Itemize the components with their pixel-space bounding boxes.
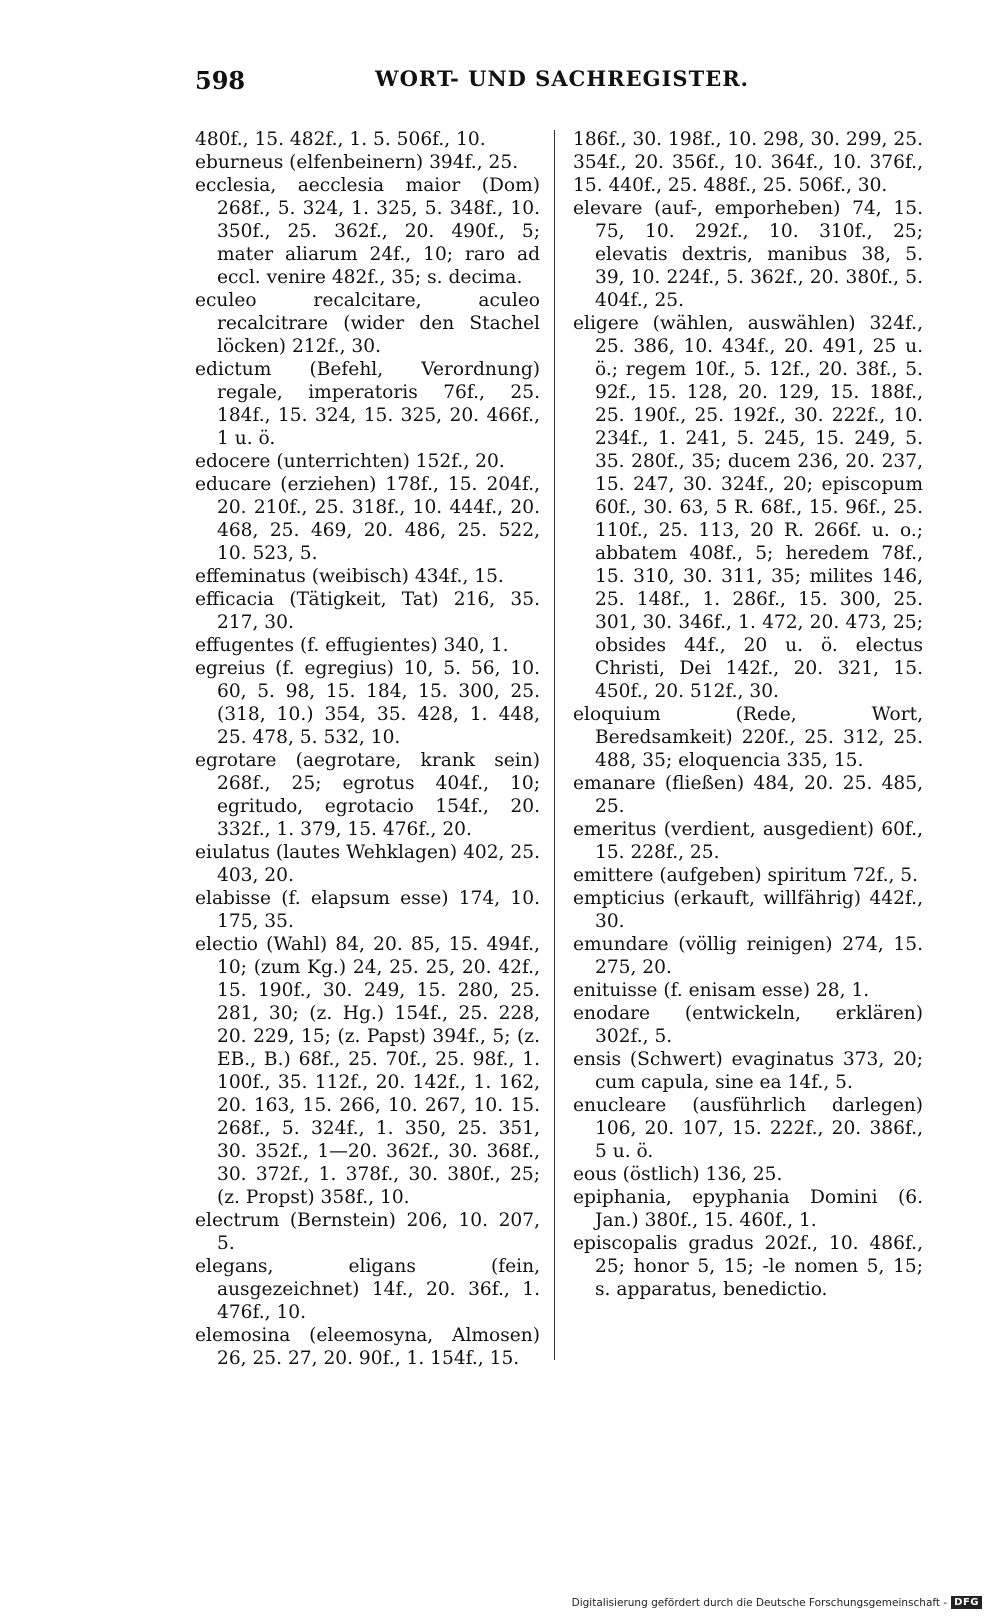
index-entry: electio (Wahl) 84, 20. 85, 15. 494f., 10; (zum Kg.) 24, 25. 25, 20. 42f., 15. 190f., 30. 249, 15. 280, 25. 281, 30; (z. Hg.) 154f., 25. 228, 20. 229, 15; (z. Papst) 394f., 5; (z. EB., B.) 68f., 25. 70f., 25. 98f., 1. 100f., 35. 112f., 20. 142f., 1. 162, 20. 163, 15. 266, 10. 267, 10. 15. 268f., 5. 324f., 1. 350, 25. 351, 30. 352f., 1—20. 362f., 30. 368f., 30. 372f., 1. 378f., 30. 380f., 25; (z. Propst) 358f., 10.	[195, 934, 540, 1208]
index-entry: elabisse (f. elapsum esse) 174, 10. 175, 35.	[195, 888, 540, 932]
index-entry: ecclesia, aecclesia maior (Dom) 268f., 5. 324, 1. 325, 5. 348f., 10. 350f., 25. 362f., 20. 490f., 5; mater aliarum 24f., 10; raro ad eccl. venire 482f., 35; s. decima.	[195, 175, 540, 288]
index-continuation: 480f., 15. 482f., 1. 5. 506f., 10.	[195, 129, 486, 150]
index-entry: elemosina (eleemosyna, Almosen) 26, 25. 27, 20. 90f., 1. 154f., 15.	[195, 1325, 540, 1369]
index-entry: epiphania, epyphania Domini (6. Jan.) 380f., 15. 460f., 1.	[573, 1187, 923, 1231]
index-entry: elegans, eligans (fein, ausgezeichnet) 14f., 20. 36f., 1. 476f., 10.	[195, 1256, 540, 1323]
page-number: 598	[195, 66, 246, 95]
index-entry: edictum (Befehl, Verordnung) regale, imperatoris 76f., 25. 184f., 15. 324, 15. 325, 20. 466f., 1 u. ö.	[195, 359, 540, 449]
running-head: WORT- UND SACHREGISTER.	[375, 66, 749, 91]
index-entry: edocere (unterrichten) 152f., 20.	[195, 451, 505, 472]
left-column	[195, 128, 540, 1370]
dfg-logo: DFG	[951, 1596, 982, 1609]
index-entry: emittere (aufgeben) spiritum 72f., 5.	[573, 865, 919, 886]
index-entry: eculeo recalcitare, aculeo recalcitrare (wider den Stachel löcken) 212f., 30.	[195, 290, 540, 357]
index-entry: empticius (erkauft, willfährig) 442f., 30.	[573, 888, 923, 932]
index-entry: effugentes (f. effugientes) 340, 1.	[195, 635, 509, 656]
index-entry: episcopalis gradus 202f., 10. 486f., 25; honor 5, 15; -le nomen 5, 15; s. apparatus, benedictio.	[573, 1233, 923, 1300]
index-entry: eburneus (elfenbeinern) 394f., 25.	[195, 152, 519, 173]
index-continuation: 186f., 30. 198f., 10. 298, 30. 299, 25. 354f., 20. 356f., 10. 364f., 10. 376f., 15. 440f., 25. 488f., 25. 506f., 30.	[573, 129, 923, 196]
footer	[572, 1596, 982, 1609]
right-column	[573, 128, 923, 1301]
index-entry: emundare (völlig reinigen) 274, 15. 275, 20.	[573, 934, 923, 978]
index-entry: effeminatus (weibisch) 434f., 15.	[195, 566, 504, 587]
index-entry: efficacia (Tätigkeit, Tat) 216, 35. 217, 30.	[195, 589, 540, 633]
page-header	[195, 66, 915, 106]
index-entry: electrum (Bernstein) 206, 10. 207, 5.	[195, 1210, 540, 1254]
index-entry: emanare (fließen) 484, 20. 25. 485, 25.	[573, 773, 923, 817]
footer-credit: Digitalisierung gefördert durch die Deutsche Forschungsgemeinschaft -	[571, 1596, 948, 1609]
index-entry: eloquium (Rede, Wort, Beredsamkeit) 220f., 25. 312, 25. 488, 35; eloquencia 335, 15.	[573, 704, 923, 771]
index-entry: emeritus (verdient, ausgedient) 60f., 15. 228f., 25.	[573, 819, 923, 863]
index-entry: educare (erziehen) 178f., 15. 204f., 20. 210f., 25. 318f., 10. 444f., 20. 468, 25. 469, 20. 486, 25. 522, 10. 523, 5.	[195, 474, 540, 564]
index-entry: egreius (f. egregius) 10, 5. 56, 10. 60, 5. 98, 15. 184, 15. 300, 25. (318, 10.) 354, 35. 428, 1. 448, 25. 478, 5. 532, 10.	[195, 658, 540, 748]
index-entry: ensis (Schwert) evaginatus 373, 20; cum capula, sine ea 14f., 5.	[573, 1049, 923, 1093]
index-entry: elevare (auf-, emporheben) 74, 15. 75, 10. 292f., 10. 310f., 25; elevatis dextris, manibus 38, 5. 39, 10. 224f., 5. 362f., 20. 380f., 5. 404f., 25.	[573, 198, 923, 311]
index-entry: eligere (wählen, auswählen) 324f., 25. 386, 10. 434f., 20. 491, 25 u. ö.; regem 10f., 5. 12f., 20. 38f., 5. 92f., 15. 128, 20. 129, 15. 188f., 25. 190f., 25. 192f., 30. 222f., 10. 234f., 1. 241, 5. 245, 15. 249, 5. 35. 280f., 35; ducem 236, 20. 237, 15. 247, 30. 324f., 20; episcopum 60f., 30. 63, 5 R. 68f., 15. 96f., 25. 110f., 25. 113, 20 R. 266f. u. o.; abbatem 408f., 5; heredem 78f., 15. 310, 30. 311, 35; milites 146, 25. 148f., 1. 286f., 15. 300, 25. 301, 30. 346f., 1. 472, 20. 473, 25; obsides 44f., 20 u. ö. electus Christi, Dei 142f., 20. 321, 15. 450f., 20. 512f., 30.	[573, 313, 923, 702]
index-entry: enodare (entwickeln, erklären) 302f., 5.	[573, 1003, 923, 1047]
index-entry: eiulatus (lautes Wehklagen) 402, 25. 403, 20.	[195, 842, 540, 886]
index-entry: egrotare (aegrotare, krank sein) 268f., 25; egrotus 404f., 10; egritudo, egrotacio 154f., 20. 332f., 1. 379, 15. 476f., 20.	[195, 750, 540, 840]
index-entry: eous (östlich) 136, 25.	[573, 1164, 783, 1185]
index-entry: enituisse (f. enisam esse) 28, 1.	[573, 980, 870, 1001]
index-entry: enucleare (ausführlich darlegen) 106, 20. 107, 15. 222f., 20. 386f., 5 u. ö.	[573, 1095, 923, 1162]
column-divider	[554, 130, 555, 1360]
